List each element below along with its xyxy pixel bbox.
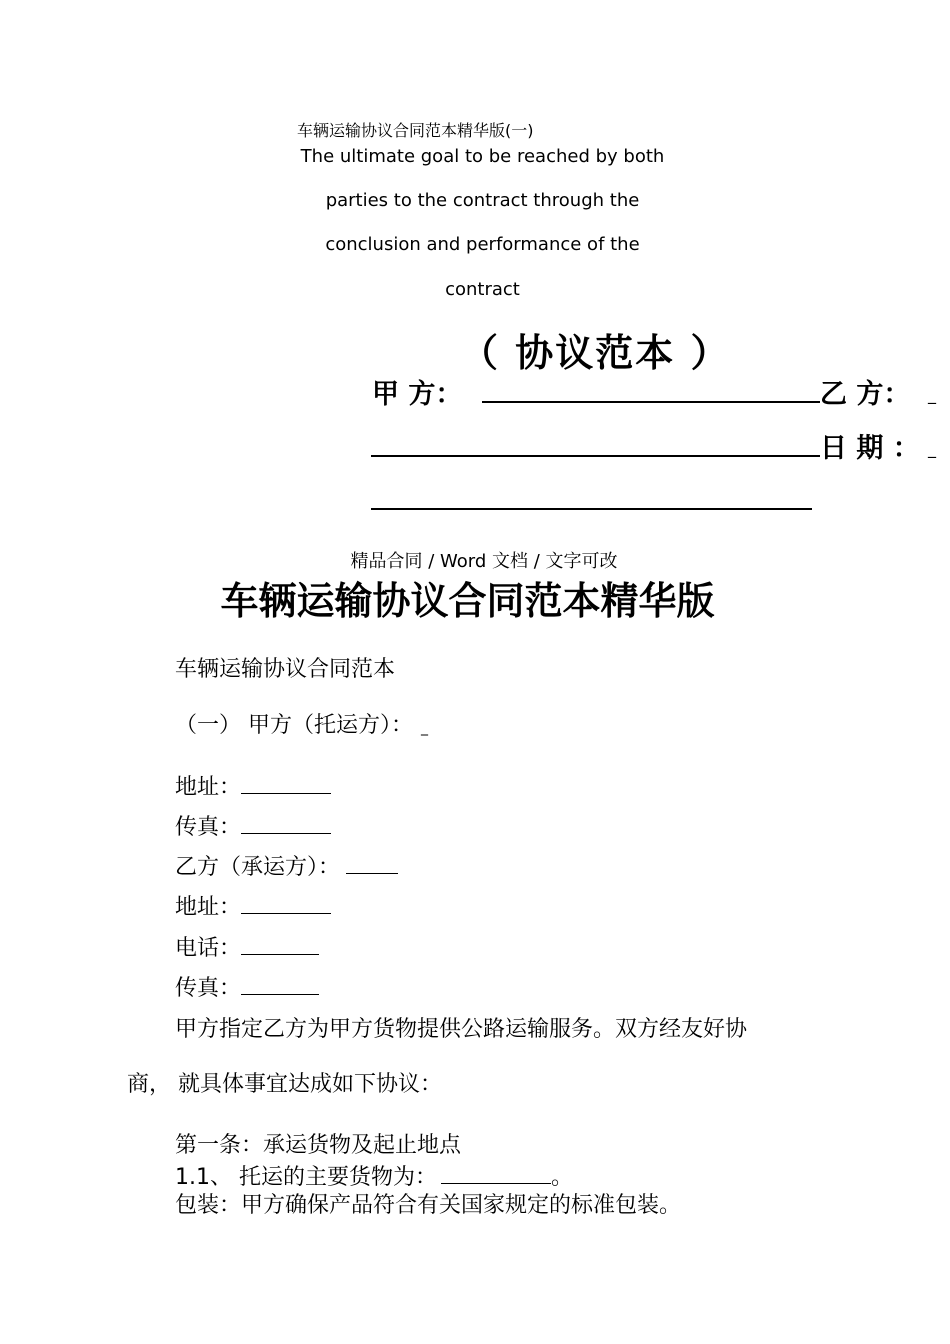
english-line-1: The ultimate goal to be reached by both [300,146,665,167]
party-b-trailing-mark: _ [928,385,936,404]
english-line-2: parties to the contract through the [325,190,640,211]
paragraph-1-line-2: 商， 就具体事宜达成如下协议： [127,1072,442,1097]
date-label: 日 期 ： [820,433,920,464]
document-caption: 精品合同 / Word 文档 / 文字可改 [350,551,618,572]
fax-b-blank[interactable] [241,976,319,995]
address-a-label: 地址： [175,775,242,800]
address-a-blank[interactable] [241,775,331,794]
fax-a-line [175,810,331,841]
item-1-1-end: 。 [550,1165,573,1190]
party-a-line-mark: _ [421,720,428,736]
item-1-1-blank[interactable] [441,1165,551,1184]
fax-b-label: 传真： [175,976,242,1001]
party-b-label: 乙 方： [820,379,911,410]
address-b-blank[interactable] [241,895,331,914]
party-a-line [175,708,428,739]
item-1-1-line [175,1160,573,1191]
english-line-4: contract [445,279,520,300]
article-1-heading: 第一条：承运货物及起止地点 [175,1133,462,1158]
party-a-line-text: （一） 甲方（托运方）： [175,713,413,738]
party-b-blank-line[interactable] [371,455,820,457]
item-1-1-text: 1.1、 托运的主要货物为： [175,1165,437,1190]
address-b-label: 地址： [175,895,242,920]
body-heading: 车辆运输协议合同范本 [175,657,396,682]
party-b-line-text: 乙方（承运方）： [175,855,341,880]
phone-b-blank[interactable] [241,936,319,955]
party-b-line [175,850,398,881]
fax-a-blank[interactable] [241,815,331,834]
english-line-3: conclusion and performance of the [325,234,640,255]
cover-title: （ 协议范本 ） [460,331,731,375]
fax-a-label: 传真： [175,815,242,840]
fax-b-line [175,971,319,1002]
address-a-line [175,770,331,801]
paragraph-1-line-1: 甲方指定乙方为甲方货物提供公路运输服务。双方经友好协 [175,1017,748,1042]
header-doc-title: 车辆运输协议合同范本精华版(一) [297,121,534,140]
date-blank-line[interactable] [371,508,812,510]
party-a-blank-line[interactable] [482,401,820,403]
main-title: 车辆运输协议合同范本精华版 [220,579,715,623]
address-b-line [175,890,331,921]
party-a-label: 甲 方： [372,379,463,410]
phone-b-label: 电话： [175,936,242,961]
party-b-name-blank[interactable] [346,855,398,874]
phone-b-line [175,931,319,962]
date-trailing-mark: _ [928,439,936,458]
packaging-line: 包装：甲方确保产品符合有关国家规定的标准包装。 [175,1193,682,1218]
